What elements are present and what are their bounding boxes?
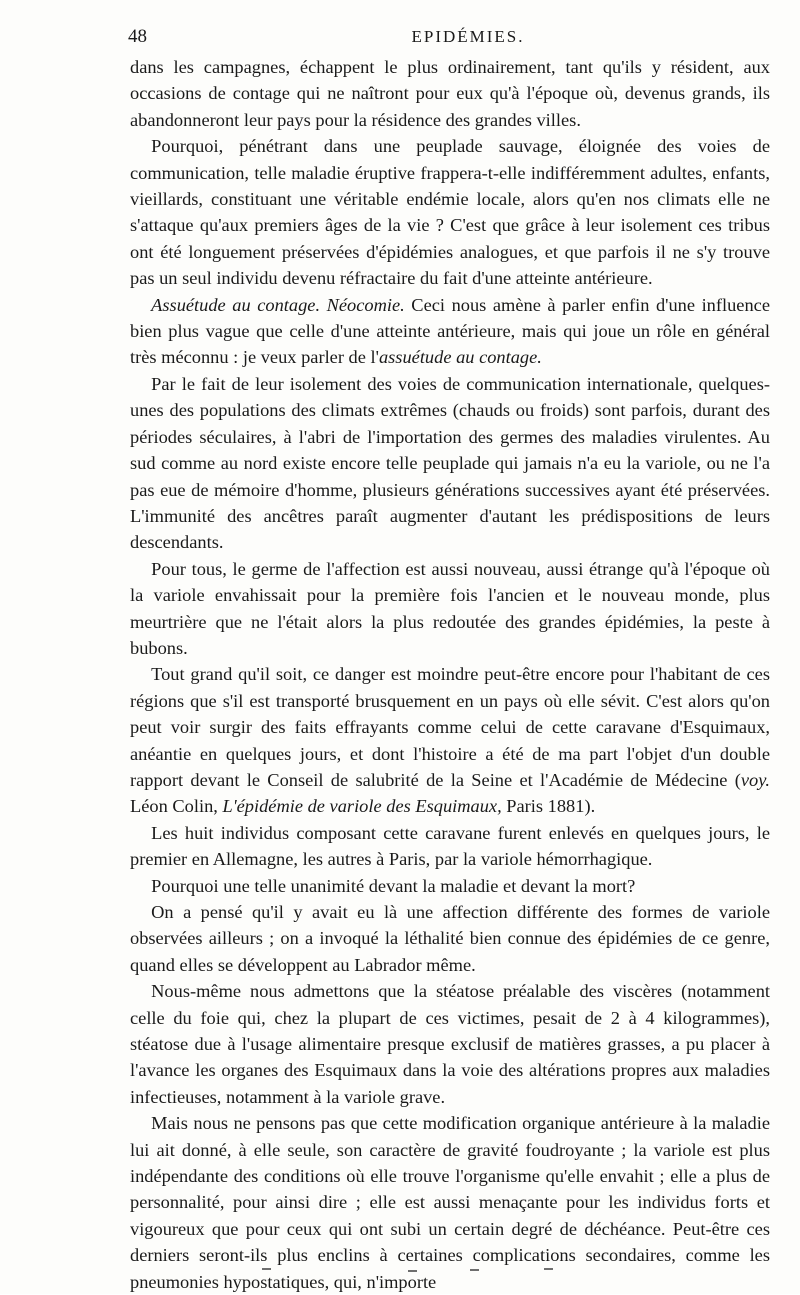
paragraph-labrador xyxy=(130,899,770,978)
paragraph-eskimo-caravan xyxy=(130,661,770,819)
paragraph-text: Léon Colin, xyxy=(130,796,223,817)
paragraph-text: Pourquoi une telle unanimité devant la maladie et devant la mort? xyxy=(151,875,636,896)
paragraph-tribes-isolation xyxy=(130,133,770,291)
paragraph-continuation xyxy=(130,54,770,133)
italic-abbreviation: voy. xyxy=(740,769,770,790)
paragraph-assuetude-heading xyxy=(130,292,770,371)
paragraph-text: Les huit individus composant cette caravane furent enlevés en quelques jours, le premier en Allemagne, les autres à Paris, par la variole hémorrhagique. xyxy=(130,822,770,870)
paragraph-eight-individuals xyxy=(130,820,770,873)
paragraph-text: On a pensé qu'il y avait eu là une affection différente des formes de variole observées ailleurs ; on a invoqué la léthalité bien connue des épidémies de ce genre, quand elles se développent au Labrador même. xyxy=(130,902,770,975)
italic-term: assuétude au contage. xyxy=(378,347,542,368)
paragraph-question xyxy=(130,873,770,899)
paragraph-text: Paris 1881). xyxy=(501,796,596,817)
scan-speck xyxy=(544,1268,553,1270)
scan-speck xyxy=(408,1270,417,1272)
running-title: EPIDÉMIES. xyxy=(411,27,525,46)
paragraph-text: Nous-même nous admettons que la stéatose préalable des viscères (notamment celle du foie qui, chez la plupart de ces victimes, pesait de 2 à 4 kilogrammes), stéatose due à l'usage alimentaire presque exclusif de matières grasses, a pu placer à l'avance les organes des Esquimaux dans la voie des altérations propres aux maladies infectieuses, notamment à la variole grave. xyxy=(130,981,770,1107)
body-text xyxy=(130,54,770,1295)
paragraph-text: Ceci nous amène à parler enfin d'une influence bien plus vague que celle d'une atteinte antérieure, mais qui joue un rôle en général très méconnu : je veux parler de l' xyxy=(130,294,770,368)
citation-title: L'épidémie de variole des Esquimaux, xyxy=(222,796,502,817)
paragraph-extreme-climates xyxy=(130,371,770,556)
paragraph-germ-novelty xyxy=(130,556,770,662)
page-number: 48 xyxy=(128,26,147,47)
scan-speck xyxy=(262,1268,271,1270)
paragraph-text: dans les campagnes, échappent le plus ordinairement, tant qu'ils y résident, aux occasions de contage qui ne naîtront pour eux qu'à l'époque où, devenus grands, ils abandonneront leur pays pour la résidence des grandes villes. xyxy=(130,57,770,130)
scan-artifacts xyxy=(0,1260,800,1280)
paragraph-text: Mais nous ne pensons pas que cette modification organique antérieure à la maladie lui ait donné, à elle seule, son caractère de gravité foudroyante ; la variole est plus indépendante des conditions où elle trouve l'organisme qu'elle envahit ; elle a plus de personnalité, pour ainsi dire ; elle est aussi menaçante pour les individus forts et vigoureux que pour ceux qui ont subi un certain degré de déchéance. Peut-être ces derniers seront-ils plus enclins à certaines complications secondaires, comme les pneumonies hypostatiques, qui, n'importe xyxy=(130,1113,770,1292)
paragraph-steatosis xyxy=(130,978,770,1110)
running-head xyxy=(128,26,768,50)
paragraph-text: Pourquoi, pénétrant dans une peuplade sauvage, éloignée des voies de communication, telle maladie éruptive frappera-t-elle indifféremment adultes, enfants, vieillards, constituant une véritable endémie locale, alors qu'en nos climats elle ne s'attaque qu'aux premiers âges de la vie ? C'est que grâce à leur isolement ces tribus ont été longuement préservées d'épidémies analogues, et que parfois il ne s'y trouve pas un seul individu devenu réfractaire du fait d'une atteinte antérieure. xyxy=(130,136,770,289)
scan-speck xyxy=(470,1269,479,1271)
section-run-in-heading: Assuétude au contage. Néocomie. xyxy=(151,294,405,315)
paragraph-text: Par le fait de leur isolement des voies de communication internationale, quelques-unes des populations des climats extrêmes (chauds ou froids) sont parfois, durant des périodes séculaires, à l'abri de l'importation des germes des maladies virulentes. Au sud comme au nord existe encore telle peuplade qui jamais n'a eu la variole, ou ne l'a pas eue de mémoire d'homme, plusieurs générations successives ayant été préservées. L'immunité des ancêtres paraît augmenter d'autant les prédispositions de leurs descendants. xyxy=(130,373,770,553)
paragraph-text: Pour tous, le germe de l'affection est aussi nouveau, aussi étrange qu'à l'époque où la variole envahissait pour la première fois l'ancien et le nouveau monde, plus meurtrière que ne l'était alors la plus redoutée des grandes épidémies, la peste à bubons. xyxy=(130,558,770,658)
paragraph-text: Tout grand qu'il soit, ce danger est moindre peut-être encore pour l'habitant de ces régions que s'il est transporté brusquement en un pays où elle sévit. C'est alors qu'on peut voir surgir des faits effrayants comme celui de cette caravane d'Esquimaux, anéantie en quelques jours, et dont l'histoire a été de ma part l'objet d'un double rapport devant le Conseil de salubrité de la Seine et l'Académie de Médecine ( xyxy=(130,664,770,790)
